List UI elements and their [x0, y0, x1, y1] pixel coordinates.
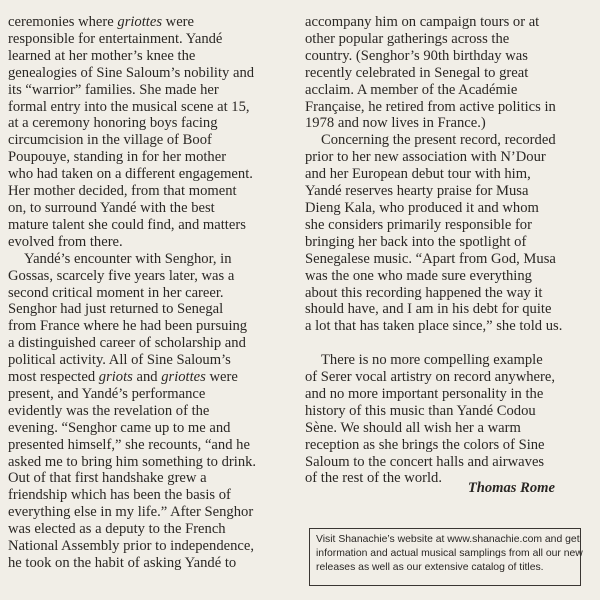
text-line: Senegalese music. “Apart from God, Musa — [305, 250, 556, 267]
text-line: Française, he retired from active politics in — [305, 98, 556, 115]
text-line: reception as she brings the colors of Sine — [305, 436, 545, 453]
text-line: accompany him on campaign tours or at — [305, 14, 540, 30]
text-line: evolved from there. — [8, 233, 123, 250]
promo-line: Visit Shanachie’s website at www.shanachie.com and get — [316, 534, 580, 545]
text-line: Concerning the present record, recorded — [321, 132, 556, 149]
text-line: There is no more compelling example — [321, 352, 543, 369]
text-line: about this recording happened the way it — [305, 284, 543, 301]
text-line: Poupouye, standing in for her mother — [8, 149, 227, 166]
left-column — [8, 14, 270, 572]
text-line: she considers primarily responsible for — [305, 216, 532, 233]
text-line: other popular gatherings across the — [305, 30, 510, 47]
text-line — [305, 335, 575, 352]
text-line: most respected griots and griottes were — [8, 369, 238, 386]
text-line: was the one who made sure everything — [305, 267, 532, 284]
text-line: formal entry into the musical scene at 15, — [8, 98, 250, 115]
text-line: ceremonies where griottes were — [8, 14, 195, 30]
text-line: friendship which has been the basis of — [8, 487, 231, 504]
text-line: responsible for entertainment. Yandé — [8, 30, 223, 47]
text-line: second critical moment in her career. — [8, 284, 224, 301]
text-line: evening. “Senghor came up to me and — [8, 419, 231, 436]
text-line: history of this music than Yandé Codou — [305, 402, 536, 419]
text-line: Gossas, scarcely five years later, was a — [8, 267, 235, 284]
text-line: presented himself,” she recounts, “and he — [8, 436, 250, 453]
website-promo-box — [309, 528, 581, 586]
text-line: of Serer vocal artistry on record anywhere, — [305, 369, 556, 386]
text-line: country. (Senghor’s 90th birthday was — [305, 47, 528, 64]
text-line: bringing her back into the spotlight of — [305, 233, 527, 250]
text-line: recently celebrated in Senegal to great — [305, 64, 529, 81]
text-line: and her European debut tour with him, — [305, 166, 531, 183]
text-line: prior to her new association with N’Dour — [305, 149, 546, 166]
text-line: its “warrior” families. She made her — [8, 81, 219, 98]
text-line: on, to surround Yandé with the best — [8, 199, 215, 216]
text-line: Her mother decided, from that moment — [8, 183, 237, 200]
promo-line: releases as well as our extensive catalog of titles. — [316, 562, 544, 573]
text-line: should have, and I am in his debt for quite — [305, 301, 552, 318]
text-line: he took on the habit of asking Yandé to — [8, 555, 237, 571]
right-column — [305, 14, 575, 487]
text-line: genealogies of Sine Saloum’s nobility and — [8, 64, 255, 81]
text-line: 1978 and now lives in France.) — [305, 115, 486, 132]
text-line: a distinguished career of scholarship and — [8, 335, 246, 352]
text-line: Out of that first handshake grew a — [8, 470, 207, 487]
text-line: a lot that has taken place since,” she told us. — [305, 318, 563, 335]
author-signature: Thomas Rome — [467, 480, 555, 496]
text-line: from France where he had been pursuing — [8, 318, 248, 335]
text-line: learned at her mother’s knee the — [8, 47, 196, 64]
text-line: everything else in my life.” After Senghor — [8, 504, 254, 521]
text-line: was elected as a deputy to the French — [8, 521, 226, 538]
text-line: acclaim. A member of the Académie — [305, 81, 518, 98]
text-line: Saloum to the concert halls and airwaves — [305, 453, 545, 470]
text-line: and no more important personality in the — [305, 385, 544, 402]
promo-line: information and actual musical samplings from all our new — [316, 548, 583, 559]
text-line: mature talent she could find, and matters — [8, 216, 246, 233]
text-line: of the rest of the world. — [305, 470, 442, 487]
text-line: Dieng Kala, who produced it and whom — [305, 199, 539, 216]
text-line: who had taken on a different engagement. — [8, 166, 253, 183]
text-line: political activity. All of Sine Saloum’s — [8, 352, 231, 369]
text-line: Yandé’s encounter with Senghor, in — [24, 250, 232, 267]
text-line: National Assembly prior to independence, — [8, 538, 255, 555]
text-line: Sène. We should all wish her a warm — [305, 419, 521, 436]
text-line: Yandé reserves hearty praise for Musa — [305, 183, 529, 200]
text-line: Senghor had just returned to Senegal — [8, 301, 224, 318]
text-line: circumcision in the village of Boof — [8, 132, 212, 149]
text-line: evidently was the revelation of the — [8, 402, 210, 419]
text-line: present, and Yandé’s performance — [8, 385, 206, 402]
text-line: at a ceremony honoring boys facing — [8, 115, 218, 132]
text-line: asked me to bring him something to drink. — [8, 453, 257, 470]
